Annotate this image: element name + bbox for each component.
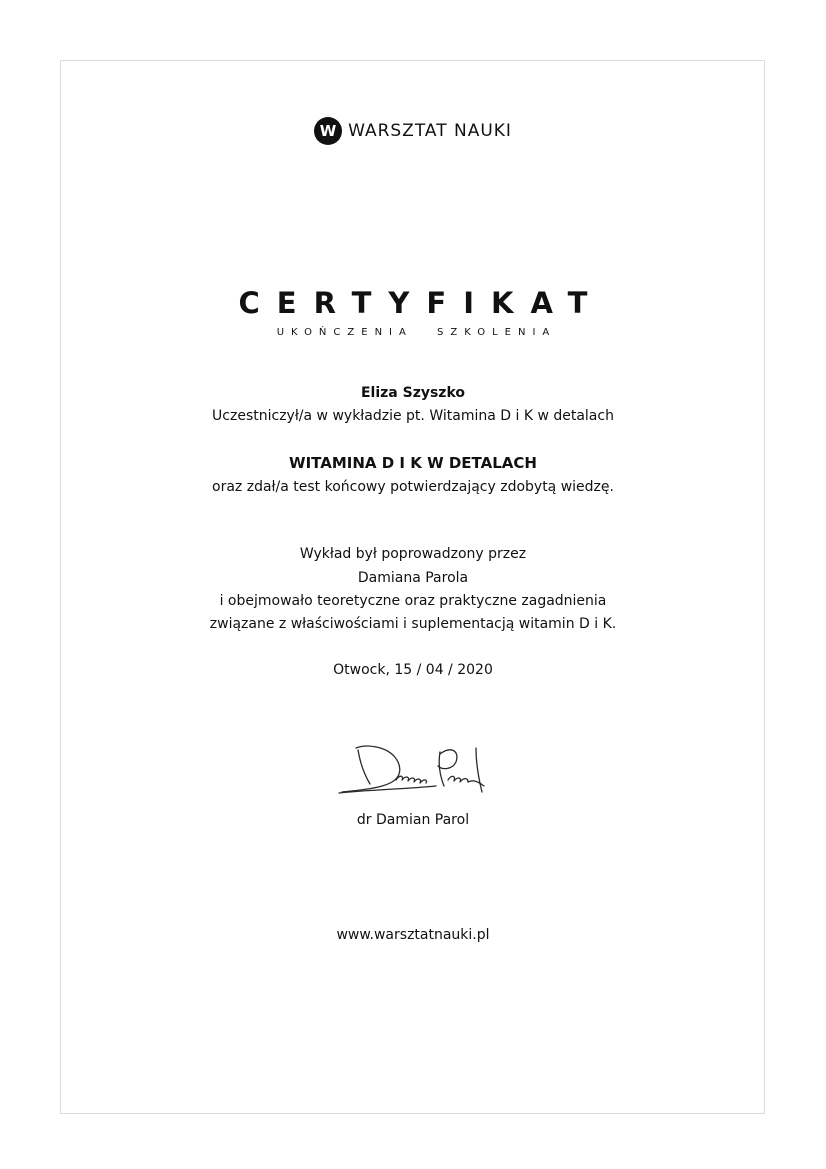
circle-w-logo-icon: W [314,117,342,145]
place-date: Otwock, 15 / 04 / 2020 [333,662,493,678]
certificate-subtitle: UKOŃCZENIA SZKOLENIA [276,327,557,338]
certificate-title: CERTYFIKAT [238,286,605,320]
course-title: WITAMINA D I K W DETALACH [289,454,537,472]
scope-line-2: związane z właściwościami i suplementacją witamin D i K. [209,616,617,632]
website-link[interactable]: www.warsztatnauki.pl [336,927,490,943]
signatory-name: dr Damian Parol [356,812,470,828]
scope-line-1: i obejmowało teoretyczne oraz praktyczne zagadnienia [219,593,607,609]
participation-line: Uczestniczył/a w wykładzie pt. Witamina D i K w detalach [212,408,614,424]
brand-name: WARSZTAT NAUKI [348,121,512,141]
lecture-intro: Wykład był poprowadzony przez [299,546,527,562]
handwritten-signature [336,740,492,798]
test-line: oraz zdał/a test końcowy potwierdzający zdobytą wiedzę. [212,479,614,495]
lecturer-name: Damiana Parola [357,570,469,586]
participant-name: Eliza Szyszko [360,385,466,401]
brand-logo [0,117,826,145]
certificate-frame [60,60,765,1114]
